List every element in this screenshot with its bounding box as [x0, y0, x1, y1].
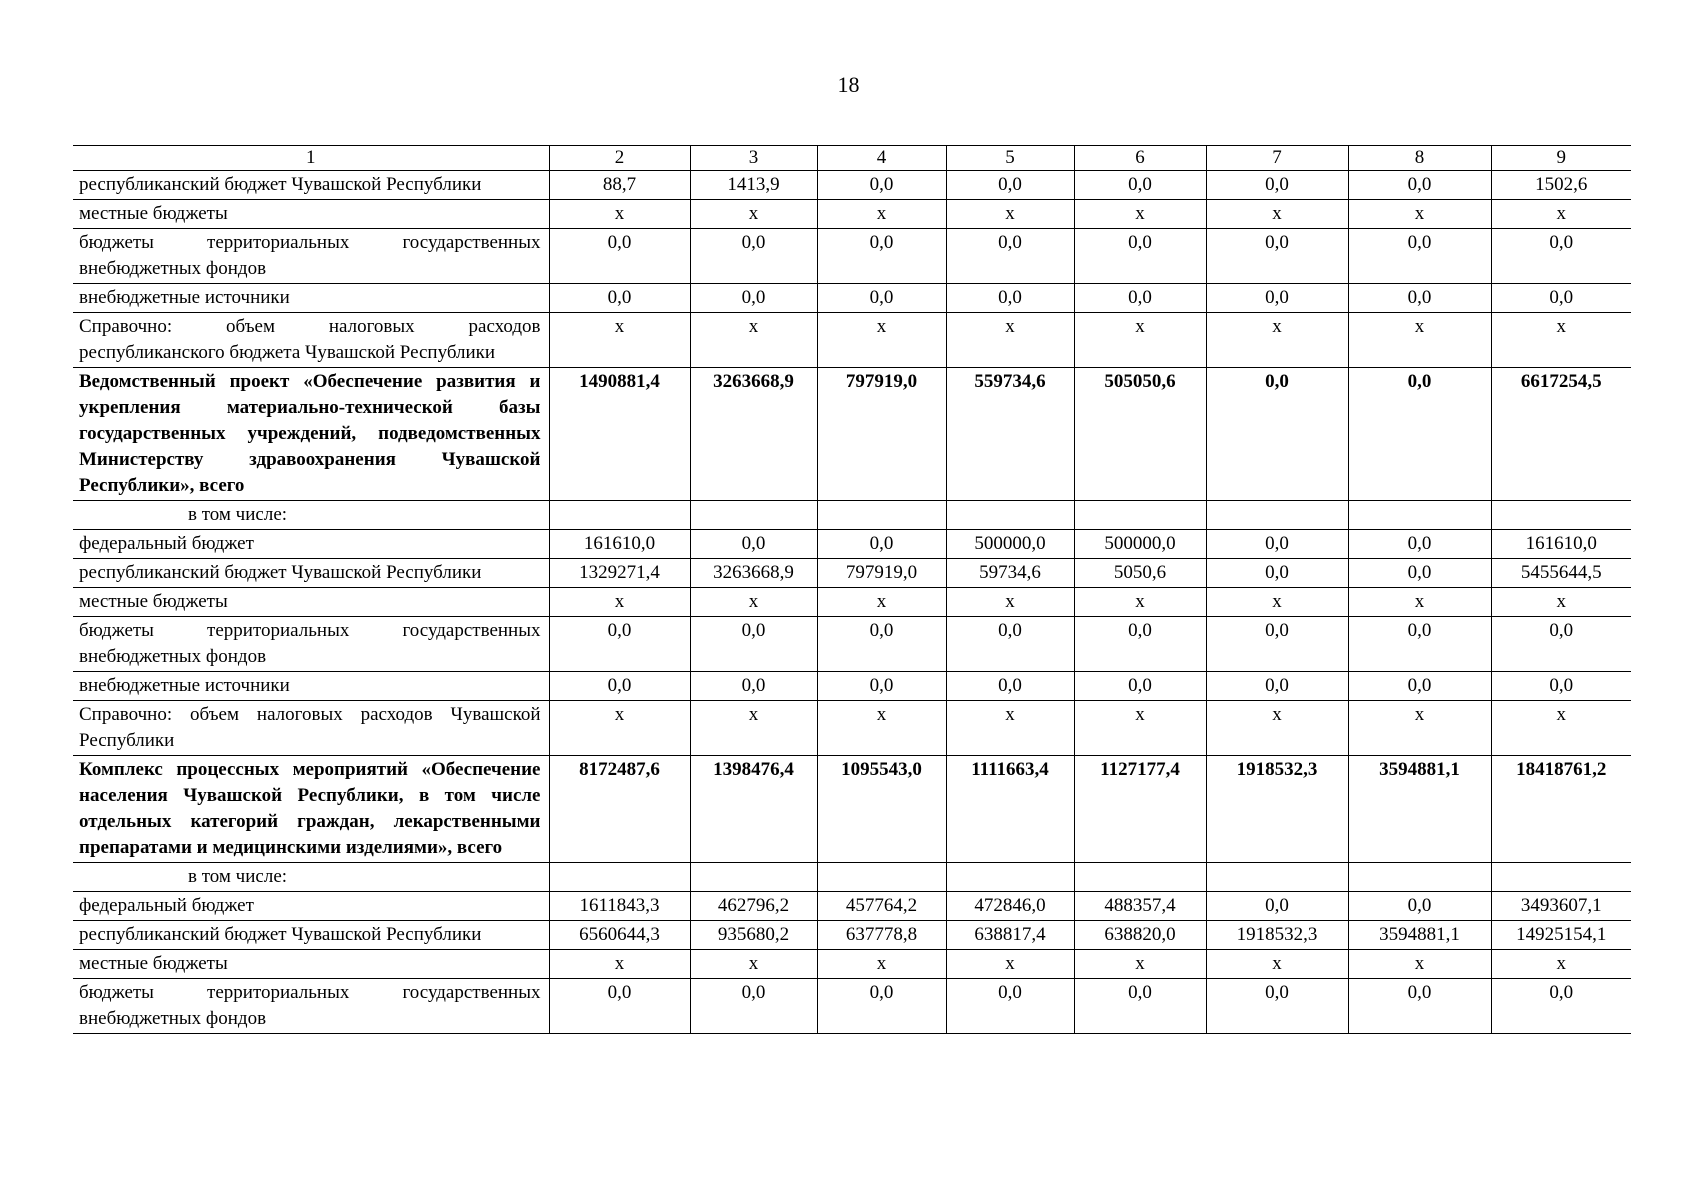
row-value: x	[1491, 313, 1631, 368]
row-value	[549, 501, 690, 530]
table-body	[73, 171, 1631, 1034]
row-label: в том числе:	[73, 501, 549, 530]
row-value: 0,0	[946, 171, 1074, 200]
row-value: x	[1348, 200, 1491, 229]
row-value: 0,0	[817, 171, 946, 200]
row-value: x	[1074, 950, 1206, 979]
row-label: внебюджетные источники	[73, 284, 549, 313]
row-value: 0,0	[1206, 979, 1348, 1034]
row-value: 0,0	[817, 284, 946, 313]
row-value: 472846,0	[946, 892, 1074, 921]
row-value	[1074, 501, 1206, 530]
column-header: 3	[690, 146, 817, 171]
row-value: 0,0	[946, 672, 1074, 701]
row-label: республиканский бюджет Чувашской Республики	[73, 171, 549, 200]
table-row	[73, 284, 1631, 313]
row-label: бюджеты территориальных государственных внебюджетных фондов	[73, 617, 549, 672]
row-value	[690, 501, 817, 530]
row-value: 0,0	[1491, 979, 1631, 1034]
row-value: 0,0	[549, 672, 690, 701]
row-value: 0,0	[1348, 979, 1491, 1034]
row-value: 457764,2	[817, 892, 946, 921]
row-label: Комплекс процессных мероприятий «Обеспечение населения Чувашской Республики, в том числе отдельных категорий граждан, лекарственными препаратами и медицинскими изделиями», всего	[73, 756, 549, 863]
row-value: 3594881,1	[1348, 756, 1491, 863]
row-label: бюджеты территориальных государственных внебюджетных фондов	[73, 229, 549, 284]
row-value: 0,0	[549, 979, 690, 1034]
row-value: x	[946, 950, 1074, 979]
row-value: 0,0	[817, 979, 946, 1034]
row-value: 14925154,1	[1491, 921, 1631, 950]
row-value: 0,0	[1206, 892, 1348, 921]
row-value: x	[1206, 950, 1348, 979]
row-value: x	[549, 588, 690, 617]
row-label: Справочно: объем налоговых расходов Чувашской Республики	[73, 701, 549, 756]
row-value: 0,0	[1074, 229, 1206, 284]
row-value: 0,0	[1348, 672, 1491, 701]
row-value: 88,7	[549, 171, 690, 200]
row-value: 0,0	[1491, 284, 1631, 313]
row-value: 797919,0	[817, 559, 946, 588]
row-value: x	[690, 950, 817, 979]
row-value: 0,0	[1348, 617, 1491, 672]
row-value: 637778,8	[817, 921, 946, 950]
column-header: 9	[1491, 146, 1631, 171]
row-value: 3594881,1	[1348, 921, 1491, 950]
row-value: 0,0	[946, 229, 1074, 284]
row-value: 1111663,4	[946, 756, 1074, 863]
row-value: 0,0	[946, 284, 1074, 313]
row-value: x	[817, 200, 946, 229]
row-value: 500000,0	[946, 530, 1074, 559]
row-value: 0,0	[1348, 530, 1491, 559]
row-value: 1918532,3	[1206, 921, 1348, 950]
row-value: 0,0	[1348, 229, 1491, 284]
row-value: 3263668,9	[690, 559, 817, 588]
table-row	[73, 921, 1631, 950]
row-value: x	[1074, 200, 1206, 229]
table-row	[73, 701, 1631, 756]
row-value: x	[1348, 313, 1491, 368]
row-value: x	[817, 588, 946, 617]
row-value: x	[1206, 588, 1348, 617]
row-value: 935680,2	[690, 921, 817, 950]
row-value: 1490881,4	[549, 368, 690, 501]
table-row	[73, 559, 1631, 588]
row-value	[817, 863, 946, 892]
row-value: x	[817, 313, 946, 368]
row-value: x	[1348, 588, 1491, 617]
table-row	[73, 200, 1631, 229]
row-label: в том числе:	[73, 863, 549, 892]
row-value: 797919,0	[817, 368, 946, 501]
row-value: x	[1491, 200, 1631, 229]
row-value: 0,0	[1206, 672, 1348, 701]
row-value: 0,0	[1206, 284, 1348, 313]
column-header: 7	[1206, 146, 1348, 171]
row-value: x	[1348, 950, 1491, 979]
row-value: x	[1491, 701, 1631, 756]
column-header: 1	[73, 146, 549, 171]
row-value: 0,0	[690, 229, 817, 284]
row-value	[1074, 863, 1206, 892]
row-value: 8172487,6	[549, 756, 690, 863]
row-value: 0,0	[1348, 368, 1491, 501]
row-value	[817, 501, 946, 530]
row-value: 505050,6	[1074, 368, 1206, 501]
row-value	[1348, 501, 1491, 530]
row-value: 0,0	[549, 229, 690, 284]
row-value: 0,0	[1206, 617, 1348, 672]
row-label: Справочно: объем налоговых расходов республиканского бюджета Чувашской Республики	[73, 313, 549, 368]
row-value: 0,0	[690, 672, 817, 701]
row-value: 0,0	[1491, 672, 1631, 701]
row-value: x	[946, 701, 1074, 756]
row-value: x	[1206, 200, 1348, 229]
row-value: 0,0	[690, 530, 817, 559]
row-value: 0,0	[1074, 672, 1206, 701]
table-row	[73, 501, 1631, 530]
column-header: 5	[946, 146, 1074, 171]
row-value	[1491, 863, 1631, 892]
row-value: 0,0	[1074, 171, 1206, 200]
row-label: республиканский бюджет Чувашской Республики	[73, 921, 549, 950]
table-row	[73, 979, 1631, 1034]
row-value: 1398476,4	[690, 756, 817, 863]
row-label: федеральный бюджет	[73, 892, 549, 921]
row-value: x	[549, 313, 690, 368]
row-value: 462796,2	[690, 892, 817, 921]
row-value: 0,0	[1206, 368, 1348, 501]
row-value: 488357,4	[1074, 892, 1206, 921]
table-row	[73, 892, 1631, 921]
row-value: x	[946, 200, 1074, 229]
row-label: Ведомственный проект «Обеспечение развития и укрепления материально-технической базы государственных учреждений, подведомственных Министерству здравоохранения Чувашской Республики», всего	[73, 368, 549, 501]
row-value: x	[1074, 588, 1206, 617]
row-value: 3263668,9	[690, 368, 817, 501]
row-value: 559734,6	[946, 368, 1074, 501]
row-value: 0,0	[817, 530, 946, 559]
row-value: x	[690, 200, 817, 229]
column-header: 6	[1074, 146, 1206, 171]
row-value: x	[946, 313, 1074, 368]
row-value: 1502,6	[1491, 171, 1631, 200]
row-value: 59734,6	[946, 559, 1074, 588]
row-value: 3493607,1	[1491, 892, 1631, 921]
column-header: 2	[549, 146, 690, 171]
column-header: 8	[1348, 146, 1491, 171]
row-value: x	[817, 701, 946, 756]
row-value: x	[1206, 313, 1348, 368]
table-row	[73, 863, 1631, 892]
row-label: местные бюджеты	[73, 588, 549, 617]
row-value: 0,0	[690, 617, 817, 672]
row-value: 1611843,3	[549, 892, 690, 921]
row-value: 0,0	[1348, 171, 1491, 200]
row-value: 500000,0	[1074, 530, 1206, 559]
row-value: x	[549, 950, 690, 979]
row-value: x	[690, 588, 817, 617]
row-value	[946, 863, 1074, 892]
row-value: x	[690, 313, 817, 368]
row-value: 0,0	[1074, 979, 1206, 1034]
row-value: x	[817, 950, 946, 979]
row-value: 6560644,3	[549, 921, 690, 950]
row-value: 1095543,0	[817, 756, 946, 863]
row-value: 1413,9	[690, 171, 817, 200]
row-value: 638820,0	[1074, 921, 1206, 950]
row-value: 0,0	[549, 617, 690, 672]
column-number-row	[73, 146, 1631, 171]
row-value	[1491, 501, 1631, 530]
row-value: x	[549, 200, 690, 229]
row-value: 0,0	[690, 979, 817, 1034]
page-number: 18	[837, 72, 860, 97]
row-value: 0,0	[946, 617, 1074, 672]
row-label: внебюджетные источники	[73, 672, 549, 701]
table-row	[73, 588, 1631, 617]
row-value: 0,0	[1348, 892, 1491, 921]
row-label: местные бюджеты	[73, 200, 549, 229]
row-value: 0,0	[690, 284, 817, 313]
table-row	[73, 617, 1631, 672]
row-label: бюджеты территориальных государственных внебюджетных фондов	[73, 979, 549, 1034]
table-row	[73, 530, 1631, 559]
row-value: x	[1074, 701, 1206, 756]
row-value: 0,0	[1074, 617, 1206, 672]
row-value: 0,0	[946, 979, 1074, 1034]
row-value: 0,0	[1491, 617, 1631, 672]
table-row	[73, 229, 1631, 284]
budget-table	[73, 145, 1631, 1034]
row-value: 6617254,5	[1491, 368, 1631, 501]
row-value: x	[1074, 313, 1206, 368]
row-label: местные бюджеты	[73, 950, 549, 979]
row-value: x	[946, 588, 1074, 617]
row-value: 5455644,5	[1491, 559, 1631, 588]
column-header: 4	[817, 146, 946, 171]
row-value	[690, 863, 817, 892]
row-value: 161610,0	[1491, 530, 1631, 559]
row-value: x	[549, 701, 690, 756]
table-row	[73, 756, 1631, 863]
row-value	[1206, 501, 1348, 530]
row-value: 638817,4	[946, 921, 1074, 950]
row-value: 0,0	[817, 229, 946, 284]
row-value: 18418761,2	[1491, 756, 1631, 863]
row-value: 1918532,3	[1206, 756, 1348, 863]
row-value: 1127177,4	[1074, 756, 1206, 863]
row-value: x	[1206, 701, 1348, 756]
row-value	[549, 863, 690, 892]
row-value: x	[1491, 950, 1631, 979]
row-value	[946, 501, 1074, 530]
table-row	[73, 950, 1631, 979]
row-value: 0,0	[1348, 284, 1491, 313]
row-value	[1348, 863, 1491, 892]
table-row	[73, 171, 1631, 200]
row-value: 0,0	[1074, 284, 1206, 313]
row-value: 0,0	[1348, 559, 1491, 588]
row-label: федеральный бюджет	[73, 530, 549, 559]
row-value: x	[1491, 588, 1631, 617]
row-value	[1206, 863, 1348, 892]
row-value: 0,0	[549, 284, 690, 313]
row-value: 0,0	[1491, 229, 1631, 284]
row-value: 0,0	[1206, 229, 1348, 284]
row-value: 0,0	[817, 617, 946, 672]
row-value: 0,0	[1206, 559, 1348, 588]
row-label: республиканский бюджет Чувашской Республики	[73, 559, 549, 588]
row-value: 0,0	[817, 672, 946, 701]
row-value: 0,0	[1206, 171, 1348, 200]
row-value: x	[690, 701, 817, 756]
row-value: 5050,6	[1074, 559, 1206, 588]
row-value: 0,0	[1206, 530, 1348, 559]
row-value: 161610,0	[549, 530, 690, 559]
row-value: x	[1348, 701, 1491, 756]
row-value: 1329271,4	[549, 559, 690, 588]
table-row	[73, 368, 1631, 501]
table-row	[73, 313, 1631, 368]
table-row	[73, 672, 1631, 701]
